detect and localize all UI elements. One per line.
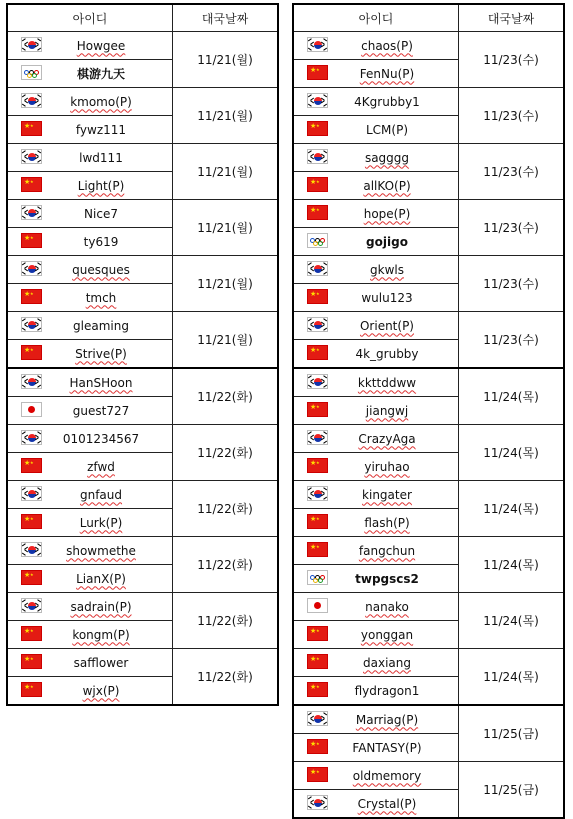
match-players [8,144,173,199]
korea-flag-icon [307,317,328,332]
match-players [294,706,459,761]
player-id: fywz111 [75,122,127,137]
player-row [294,621,458,648]
table-header [8,5,277,32]
match-date: 11/23(수) [483,221,539,235]
match-row [8,481,277,537]
match-players [294,481,459,536]
match-date: 11/21(월) [197,277,253,291]
player-id: HanSHoon [69,375,133,390]
match-row [294,481,563,537]
match-row [294,649,563,704]
player-row [294,762,458,790]
china-flag-icon: ★ ★ [21,233,42,248]
olympic-flag-icon [307,570,328,585]
player-row [294,60,458,87]
player-row [294,649,458,677]
player-row [8,60,172,87]
match-row [294,762,563,817]
match-players [294,200,459,255]
player-row [8,312,172,340]
china-flag-icon: ★ ★ [307,289,328,304]
match-players [294,649,459,704]
korea-flag-icon [307,37,328,52]
korea-flag-icon [21,149,42,164]
match-date: 11/22(화) [197,558,253,572]
player-id: 4k_grubby [355,346,419,361]
player-row [8,116,172,143]
china-flag-icon: ★ ★ [21,514,42,529]
china-flag-icon: ★ ★ [307,177,328,192]
player-row [294,509,458,536]
player-id: fangchun [358,543,416,558]
player-row [294,734,458,761]
match-date: 11/21(월) [197,165,253,179]
china-flag-icon: ★ ★ [307,345,328,360]
player-id: yiruhao [364,459,410,474]
korea-flag-icon [21,430,42,445]
player-id: kmomo(P) [70,94,132,109]
match-row [8,425,277,481]
id-column-header: 아이디 [294,5,459,31]
player-id: LCM(P) [365,122,409,137]
player-row [294,88,458,116]
player-row [8,369,172,397]
match-date: 11/23(수) [483,53,539,67]
match-date: 11/22(화) [197,446,253,460]
id-column-header: 아이디 [8,5,173,31]
japan-flag-icon [21,402,42,417]
player-row [294,565,458,592]
player-row [8,32,172,60]
player-row [294,116,458,143]
korea-flag-icon [21,93,42,108]
match-row [8,537,277,593]
player-id: yonggan [360,627,414,642]
china-flag-icon: ★ ★ [307,739,328,754]
china-flag-icon: ★ ★ [21,626,42,641]
player-row [294,481,458,509]
player-id: chaos(P) [361,38,413,53]
player-id: FenNu(P) [359,66,415,81]
player-row [294,425,458,453]
china-flag-icon: ★ ★ [21,682,42,697]
match-row [294,88,563,144]
china-flag-icon: ★ ★ [21,345,42,360]
match-row [294,256,563,312]
player-row [8,649,172,677]
match-date: 11/24(목) [483,390,539,404]
korea-flag-icon [21,37,42,52]
player-id: Crystal(P) [357,796,417,811]
player-id: Howgee [76,38,126,53]
match-date: 11/21(월) [197,333,253,347]
player-id: gleaming [73,318,129,333]
match-players [8,481,173,536]
player-row [8,172,172,199]
japan-flag-icon [307,598,328,613]
player-id: wulu123 [361,290,413,305]
player-row [8,509,172,536]
match-players [8,649,173,704]
player-row [8,256,172,284]
china-flag-icon: ★ ★ [307,682,328,697]
player-id: gnfaud [79,487,123,502]
match-row [8,593,277,649]
match-players [294,537,459,592]
player-row [294,537,458,565]
player-row [8,677,172,704]
korea-flag-icon [21,486,42,501]
player-row [8,593,172,621]
player-id: showmethe [66,543,136,558]
olympic-flag-icon [21,65,42,80]
match-date: 11/25(금) [483,727,539,741]
china-flag-icon: ★ ★ [307,626,328,641]
match-row [294,369,563,425]
player-row [8,200,172,228]
player-id: 4Kgrubby1 [354,94,420,109]
match-date: 11/24(목) [483,446,539,460]
match-row [8,88,277,144]
china-flag-icon: ★ ★ [21,177,42,192]
date-column-header: 대국날짜 [201,11,249,26]
player-id: sagggg [364,150,410,165]
match-players [8,537,173,592]
match-row [8,256,277,312]
match-players [294,144,459,199]
player-row [8,621,172,648]
match-row [294,32,563,88]
player-id: zfwd [87,459,115,474]
match-date: 11/24(목) [483,614,539,628]
table-header [294,5,563,32]
player-id: Strive(P) [75,346,127,361]
match-date: 11/23(수) [483,109,539,123]
match-row [8,144,277,200]
schedule-table-left [6,3,279,706]
china-flag-icon: ★ ★ [21,654,42,669]
china-flag-icon: ★ ★ [307,767,328,782]
player-row [294,453,458,480]
match-row [294,537,563,593]
korea-flag-icon [21,317,42,332]
player-id: kongm(P) [72,627,130,642]
player-row [294,312,458,340]
player-id: Marriag(P) [355,712,419,727]
player-row [294,172,458,199]
match-row [294,144,563,200]
player-id: flydragon1 [354,683,420,698]
match-row [8,369,277,425]
player-id: sadrain(P) [70,599,132,614]
player-id: twpgscs2 [355,571,419,586]
player-row [8,228,172,255]
china-flag-icon: ★ ★ [307,205,328,220]
match-date: 11/24(목) [483,558,539,572]
player-row [294,340,458,367]
date-block [294,367,563,704]
schedule-table-right [292,3,565,819]
china-flag-icon: ★ ★ [307,65,328,80]
match-players [294,593,459,648]
match-row [8,200,277,256]
match-date: 11/21(월) [197,109,253,123]
date-column-header: 대국날짜 [487,11,535,26]
match-date: 11/23(수) [483,277,539,291]
korea-flag-icon [307,261,328,276]
match-players [8,256,173,311]
china-flag-icon: ★ ★ [21,289,42,304]
match-date: 11/22(화) [197,614,253,628]
match-date: 11/21(월) [197,53,253,67]
china-flag-icon: ★ ★ [307,542,328,557]
player-id: Orient(P) [359,318,414,333]
korea-flag-icon [307,149,328,164]
china-flag-icon: ★ ★ [307,514,328,529]
player-row [294,284,458,311]
match-players [8,369,173,424]
match-players [294,312,459,367]
china-flag-icon: ★ ★ [307,402,328,417]
korea-flag-icon [307,486,328,501]
date-block [8,32,277,367]
match-players [8,593,173,648]
player-id: Light(P) [77,178,125,193]
player-row [8,144,172,172]
player-id: ty619 [83,234,119,249]
player-id: jiangwj [365,403,409,418]
match-row [294,706,563,762]
match-players [8,425,173,480]
player-row [294,32,458,60]
player-id: 0101234567 [62,431,140,446]
player-row [8,284,172,311]
match-players [294,32,459,87]
player-id: kingater [362,487,412,502]
player-row [294,397,458,424]
player-id: safflower [73,655,129,670]
match-row [8,649,277,704]
player-id: allKO(P) [363,178,411,193]
player-id: guest727 [72,403,130,418]
match-date: 11/21(월) [197,221,253,235]
player-id: Lurk(P) [79,515,123,530]
player-id: tmch [85,290,117,305]
player-row [8,397,172,424]
match-date: 11/24(목) [483,502,539,516]
player-row [294,706,458,734]
player-id: kkttddww [357,375,417,390]
player-id: wjx(P) [82,683,120,698]
player-row [294,228,458,255]
match-players [8,32,173,87]
korea-flag-icon [307,711,328,726]
player-row [8,565,172,592]
korea-flag-icon [307,795,328,810]
china-flag-icon: ★ ★ [21,570,42,585]
player-row [8,481,172,509]
match-players [8,200,173,255]
player-id: Nice7 [84,206,118,221]
player-row [8,537,172,565]
player-id: CrazyAga [358,431,416,446]
match-date: 11/25(금) [483,783,539,797]
player-id: nanako [365,599,409,614]
china-flag-icon: ★ ★ [21,121,42,136]
match-players [294,88,459,143]
player-row [8,453,172,480]
player-row [8,425,172,453]
player-row [294,144,458,172]
player-id: flash(P) [364,515,410,530]
match-players [8,88,173,143]
match-date: 11/23(수) [483,333,539,347]
match-players [294,369,459,424]
korea-flag-icon [307,93,328,108]
match-row [294,425,563,481]
date-block [294,32,563,367]
match-players [294,256,459,311]
korea-flag-icon [21,598,42,613]
player-row [8,88,172,116]
match-date: 11/23(수) [483,165,539,179]
player-row [294,200,458,228]
match-row [294,593,563,649]
korea-flag-icon [21,261,42,276]
player-id: gojigo [366,234,408,249]
player-id: 棋游九天 [76,67,125,81]
player-row [294,256,458,284]
china-flag-icon: ★ ★ [307,458,328,473]
match-players [294,762,459,817]
player-id: oldmemory [352,768,422,783]
match-date: 11/22(화) [197,390,253,404]
player-id: quesques [72,262,130,277]
player-id: LianX(P) [76,571,126,586]
korea-flag-icon [21,542,42,557]
player-id: FANTASY(P) [352,740,422,755]
korea-flag-icon [21,205,42,220]
korea-flag-icon [307,430,328,445]
china-flag-icon: ★ ★ [307,121,328,136]
china-flag-icon: ★ ★ [307,654,328,669]
match-date: 11/22(화) [197,670,253,684]
match-players [294,425,459,480]
china-flag-icon: ★ ★ [21,458,42,473]
player-row [294,677,458,704]
korea-flag-icon [307,374,328,389]
olympic-flag-icon [307,233,328,248]
match-date: 11/22(화) [197,502,253,516]
player-row [294,369,458,397]
match-row [8,312,277,367]
match-players [8,312,173,367]
match-date: 11/24(목) [483,670,539,684]
player-id: lwd111 [79,150,123,165]
player-id: gkwls [370,262,404,277]
match-row [294,200,563,256]
player-row [294,593,458,621]
date-block [8,367,277,704]
match-row [294,312,563,367]
date-block [294,704,563,817]
match-row [8,32,277,88]
player-row [8,340,172,367]
korea-flag-icon [21,374,42,389]
player-id: daxiang [363,655,411,670]
player-id: hope(P) [363,206,411,221]
